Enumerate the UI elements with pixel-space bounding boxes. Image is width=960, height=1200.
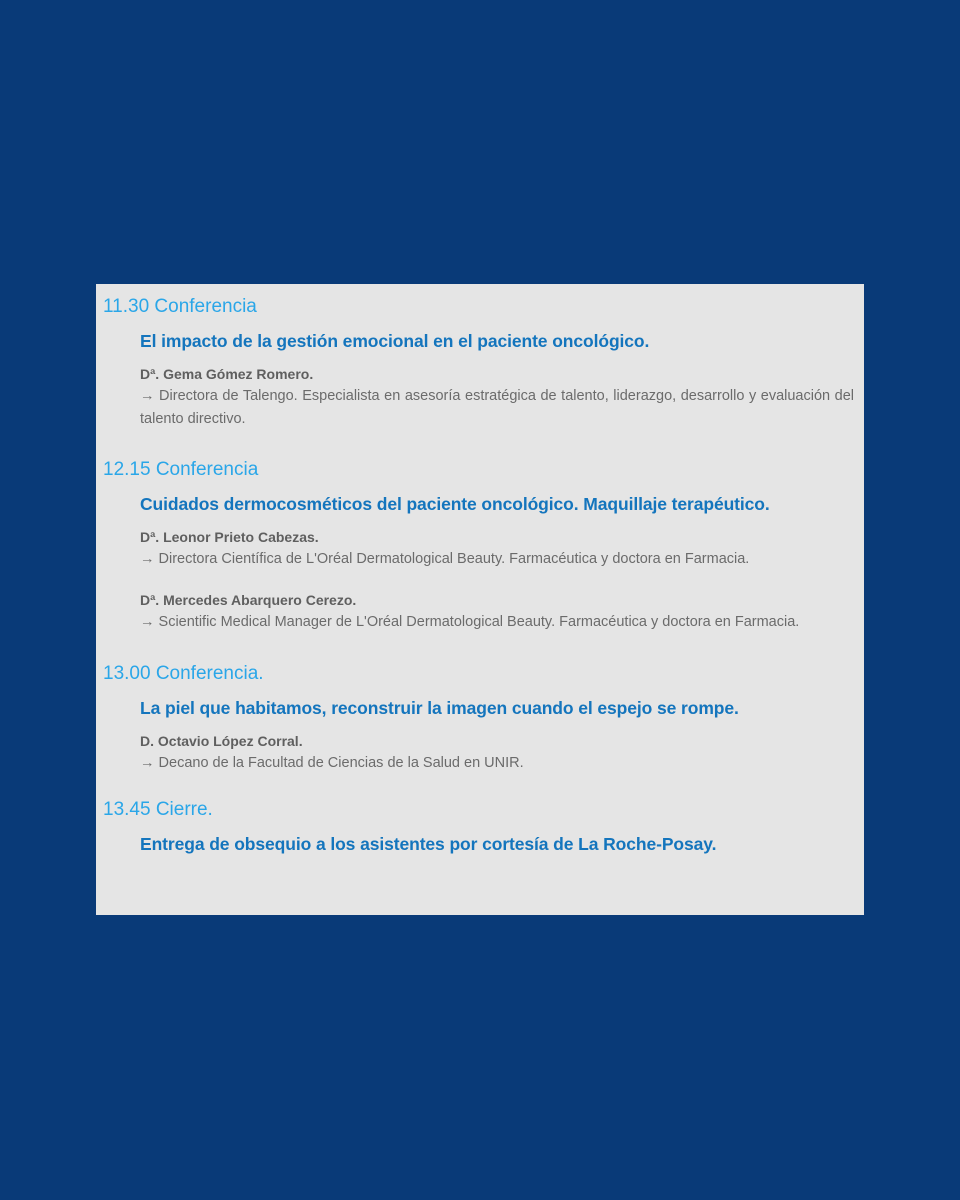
talk-title: Entrega de obsequio a los asistentes por cortesía de La Roche-Posay.	[140, 834, 717, 854]
session-time: 13.45 Cierre.	[103, 799, 213, 820]
speaker-bio: → Directora de Talengo. Especialista en asesoría estratégica de talento, liderazgo, desarrollo y evaluación del talento directivo.	[140, 388, 854, 427]
talk-title: El impacto de la gestión emocional en el paciente oncológico.	[140, 331, 650, 351]
session-body	[103, 329, 854, 431]
session-time: 11.30 Conferencia	[103, 296, 257, 317]
session-body	[103, 492, 854, 634]
speaker-bio: → Decano de la Facultad de Ciencias de la Salud en UNIR.	[140, 755, 524, 771]
speaker	[140, 364, 854, 431]
session-1130	[103, 294, 854, 431]
agenda-card	[96, 284, 864, 915]
speaker-bio: → Scientific Medical Manager de L'Oréal Dermatological Beauty. Farmacéutica y doctora en Farmacia.	[140, 614, 800, 630]
session-1345	[103, 797, 854, 856]
session-body	[103, 696, 854, 775]
speaker-name: D. Octavio López Corral.	[140, 733, 303, 749]
session-1215	[103, 457, 854, 634]
session-time: 12.15 Conferencia	[103, 459, 259, 480]
speaker-bio: → Directora Científica de L'Oréal Dermatological Beauty. Farmacéutica y doctora en Farmacia.	[140, 551, 750, 567]
speaker	[140, 527, 854, 571]
talk-title: Cuidados dermocosméticos del paciente oncológico. Maquillaje terapéutico.	[140, 494, 770, 514]
speaker	[140, 590, 854, 634]
speaker-name: Dª. Leonor Prieto Cabezas.	[140, 529, 319, 545]
speaker-name: Dª. Gema Gómez Romero.	[140, 366, 314, 382]
speaker-name: Dª. Mercedes Abarquero Cerezo.	[140, 592, 357, 608]
talk-title: La piel que habitamos, reconstruir la imagen cuando el espejo se rompe.	[140, 698, 739, 718]
session-time: 13.00 Conferencia.	[103, 663, 264, 684]
speaker	[140, 731, 854, 775]
session-body	[103, 832, 854, 856]
session-1300	[103, 661, 854, 775]
